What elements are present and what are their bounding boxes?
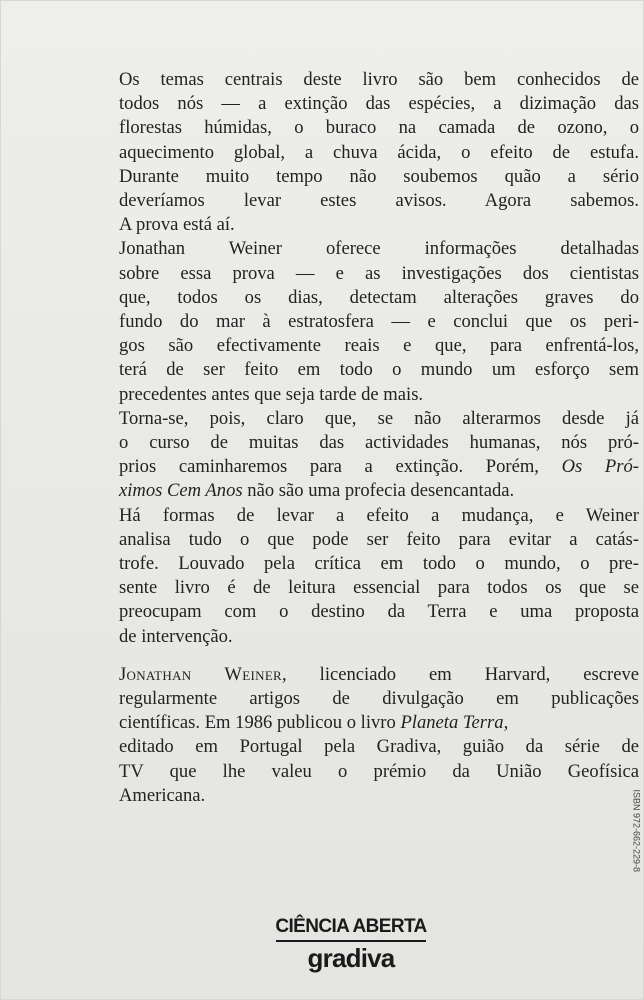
text-line: prios caminharemos para a extinção. Porém, Os Pró- [119,456,639,478]
text-line: sente livro é de leitura essencial para todos os que se [119,577,639,599]
text-line: fundo do mar à estratosfera — e conclui que os peri- [119,311,639,333]
text-line: Torna-se, pois, claro que, se não alterarmos desde já [119,407,639,429]
text-line: Há formas de levar a efeito a mudança, e Weiner [119,504,639,526]
text-line: científicas. Em 1986 publicou o livro Planeta Terra, [119,712,509,734]
text-line: todos nós — a extinção das espécies, a dizimação das [119,93,639,115]
publisher-logo [268,916,434,972]
text-line: deveríamos levar estes avisos. Agora sabemos. [119,190,639,212]
text-line: Durante muito tempo não soubemos quão a sério [119,165,639,187]
text-line: analisa tudo o que pode ser feito para evitar a catás- [119,528,639,550]
text-line: A prova está aí. [119,214,235,236]
book-title-italic: Os Pró- [561,456,639,478]
text-line: ximos Cem Anos não são uma profecia desencantada. [119,480,515,502]
text-line: florestas húmidas, o buraco na camada de ozono, o [119,117,639,139]
logo-divider [276,940,426,942]
isbn-label: ISBN 972-662-229-8 [632,789,642,872]
text-line: precedentes antes que seja tarde de mais. [119,383,424,405]
author-name: Jonathan Weiner [119,663,283,685]
paragraph-gap [119,649,639,663]
series-name: CIÊNCIA ABERTA [275,916,427,937]
text-line: TV que lhe valeu o prémio da União Geofísica [119,760,639,782]
text-line: terá de ser feito em todo o mundo um esforço sem [119,359,639,381]
text-line: Jonathan Weiner oferece informações detalhadas [119,238,639,260]
text-line: de intervenção. [119,625,233,647]
text-line: gos são efectivamente reais e que, para enfrentá-los, [119,335,639,357]
text-line: regularmente artigos de divulgação em publicações [119,688,639,710]
text-line: aquecimento global, a chuva ácida, o efeito de estufa. [119,141,639,163]
text-line: trofe. Louvado pela crítica em todo o mundo, o pre- [119,553,639,575]
text-line: Os temas centrais deste livro são bem conhecidos de [119,69,639,90]
text-line: editado em Portugal pela Gradiva, guião da série de [119,736,639,758]
book-title-italic: ximos Cem Anos [119,480,243,502]
text-line: o curso de muitas das actividades humanas, nós pró- [119,432,639,454]
blurb-text [119,68,639,808]
text-line: Jonathan Weiner, licenciado em Harvard, escreve [119,663,639,685]
text-line: sobre essa prova — e as investigações dos cientistas [119,262,639,284]
publisher-name: gradiva [307,942,395,973]
book-title-italic: Planeta Terra, [400,712,509,734]
text-line: Americana. [119,784,206,806]
text-line: preocupam com o destino da Terra e uma proposta [119,601,639,623]
text-line: que, todos os dias, detectam alterações graves do [119,286,639,308]
